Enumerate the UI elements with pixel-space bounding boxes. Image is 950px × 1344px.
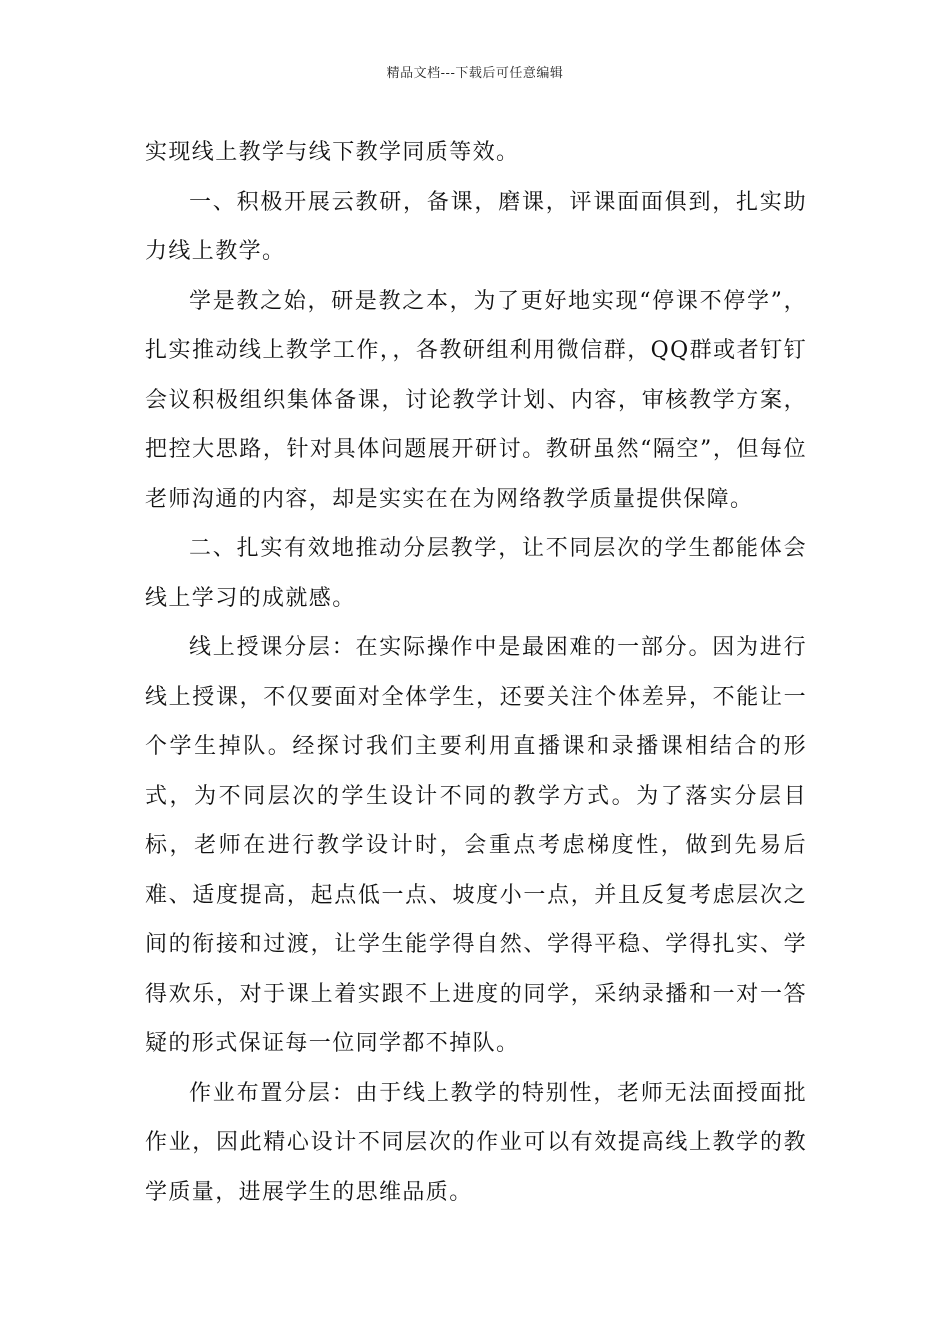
paragraph-continuation: 实现线上教学与线下教学同质等效。 [145, 140, 520, 165]
paragraph-homework-layering: 作业布置分层：由于线上教学的特别性，老师无法面授面批作业，因此精心设计不同层次的作业可以有效提高线上教学的教学质量，进展学生的思维品质。 [145, 1080, 807, 1205]
paragraph-online-lesson-layering: 线上授课分层：在实际操作中是最困难的一部分。因为进行线上授课，不仅要面对全体学生，还要关注个体差异，不能让一个学生掉队。经探讨我们主要利用直播课和录播课相结合的形式，为不同层次的学生设计不同的教学方式。为了落实分层目标，老师在进行教学设计时，会重点考虑梯度性，做到先易后难、适度提高，起点低一点、坡度小一点，并且反复考虑层次之间的衔接和过渡，让学生能学得自然、学得平稳、学得扎实、学得欢乐，对于课上着实跟不上进度的同学，采纳录播和一对一答疑的形式保证每一位同学都不掉队。 [145, 635, 807, 1056]
paragraph-section-one-heading: 一、积极开展云教研，备课，磨课，评课面面俱到，扎实助力线上教学。 [145, 189, 807, 264]
paragraph-section-two-heading: 二、扎实有效地推动分层教学，让不同层次的学生都能体会线上学习的成就感。 [145, 536, 807, 611]
document-body [145, 128, 807, 1217]
page-header: 精品文档---下载后可任意编辑 [386, 66, 564, 81]
paragraph-teaching-research: 学是教之始，研是教之本，为了更好地实现“停课不停学”，扎实推动线上教学工作，，各教研组利用微信群，QQ群或者钉钉会议积极组织集体备课，讨论教学计划、内容，审核教学方案，把控大思路，针对具体问题展开研讨。教研虽然“隔空”，但每位老师沟通的内容，却是实实在在为网络教学质量提供保障。 [145, 288, 807, 512]
